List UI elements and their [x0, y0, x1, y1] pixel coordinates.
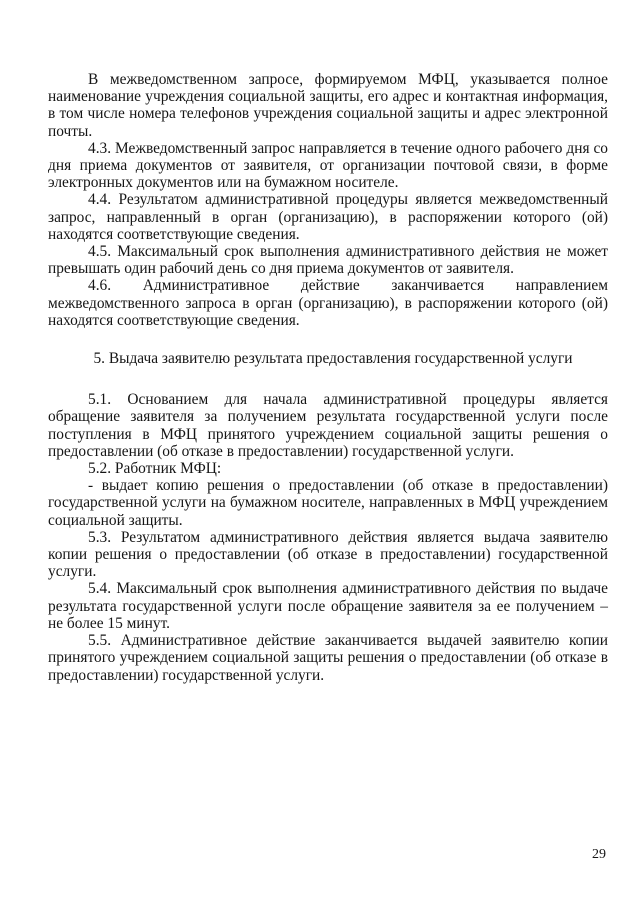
paragraph-4-6: 4.6. Административное действие заканчивается направлением межведомственного запроса в орган (организацию), в распоряжении которого (ой) находятся соответствующие сведения.: [48, 277, 608, 329]
paragraph-4-4: 4.4. Результатом административной процедуры является межведомственный запрос, направленный в орган (организацию), в распоряжении которого (ой) находятся соответствующие сведения.: [48, 191, 608, 243]
paragraph-5-1: 5.1. Основанием для начала административной процедуры является обращение заявителя за получением результата государственной услуги после поступления в МФЦ принятого учреждением социальной защиты решения о предоставлении (об отказе в предоставлении) государственной услуги.: [48, 391, 608, 460]
paragraph-5-4: 5.4. Максимальный срок выполнения административного действия по выдаче результата государственной услуги после обращение заявителя за ее получением – не более 15 минут.: [48, 580, 608, 632]
paragraph-interagency-request-content: В межведомственном запросе, формируемом МФЦ, указывается полное наименование учреждения социальной защиты, его адрес и контактная информация, в том числе номера телефонов учреждения социальной защиты и адрес электронной почты.: [48, 71, 608, 140]
section-5-heading: 5. Выдача заявителю результата предоставления государственной услуги: [93, 350, 573, 368]
paragraph-4-3: 4.3. Межведомственный запрос направляется в течение одного рабочего дня со дня приема документов от заявителя, от организации почтовой связи, в форме электронных документов или на бумажном носителе.: [48, 139, 608, 192]
document-body: [48, 71, 608, 684]
page-number: 29: [592, 847, 606, 862]
paragraph-5-5: 5.5. Административное действие заканчивается выдачей заявителю копии принятого учреждением социальной защиты решения о предоставлении (об отказе в предоставлении) государственной услуги.: [48, 632, 608, 684]
paragraph-5-2: 5.2. Работник МФЦ:: [88, 460, 222, 478]
paragraph-4-5: 4.5. Максимальный срок выполнения административного действия не может превышать один рабочий день со дня приема документов от заявителя.: [48, 243, 608, 278]
paragraph-5-3: 5.3. Результатом административного действия является выдача заявителю копии решения о предоставлении (об отказе в предоставлении) государственной услуги.: [48, 528, 608, 581]
paragraph-5-2-item: - выдает копию решения о предоставлении (об отказе в предоставлении) государственной услуги на бумажном носителе, направленных в МФЦ учреждением социальной защиты.: [48, 477, 608, 529]
